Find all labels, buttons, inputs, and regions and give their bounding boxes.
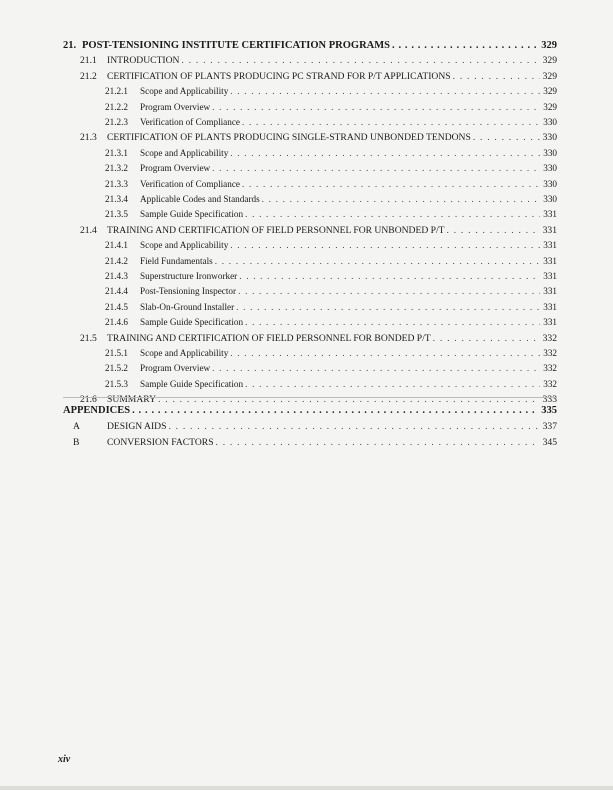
toc-entry-page: 331: [543, 255, 557, 266]
dot-leader: [473, 132, 540, 143]
toc-entry-page: 329: [541, 40, 557, 51]
toc-entry-title: Scope and Applicability: [140, 86, 229, 97]
toc-entry-page: 331: [543, 240, 557, 251]
toc-entry-number: 21.4.4: [105, 286, 128, 297]
toc-entry-number: A: [73, 421, 80, 433]
toc-entry-page: 330: [543, 163, 557, 174]
toc-subsection-entry[interactable]: [105, 117, 557, 127]
toc-section-entry[interactable]: [80, 394, 557, 405]
toc-subsection-entry[interactable]: [105, 194, 557, 204]
dot-leader: [230, 348, 540, 358]
toc-subsection-entry[interactable]: [105, 363, 557, 373]
toc-subsection-entry[interactable]: [105, 271, 557, 281]
toc-subsection-entry[interactable]: [105, 102, 557, 112]
toc-entry-title: Scope and Applicability: [140, 240, 229, 251]
toc-entry-title: Superstructure Ironworker: [140, 271, 238, 281]
toc-entry-page: 330: [543, 178, 557, 189]
toc-entry-number: 21.5: [80, 332, 97, 344]
dot-leader: [212, 102, 540, 112]
toc-entry-title: TRAINING AND CERTIFICATION OF FIELD PERSONNEL FOR UNBONDED P/T: [107, 224, 445, 236]
dot-leader: [158, 394, 540, 405]
toc-entry-page: 331: [542, 224, 557, 236]
toc-entry-title: Scope and Applicability: [140, 348, 229, 358]
toc-entry-title: Verification of Compliance: [140, 178, 241, 189]
toc-entry-page: 345: [542, 437, 557, 449]
dot-leader: [236, 302, 540, 312]
toc-subsection-entry[interactable]: [105, 86, 557, 96]
toc-subsection-entry[interactable]: [105, 302, 557, 312]
dot-leader: [447, 225, 540, 236]
toc-entry-title: CERTIFICATION OF PLANTS PRODUCING PC STRAND FOR P/T APPLICATIONS: [107, 70, 451, 82]
dot-leader: [168, 421, 539, 432]
toc-entry-page: 332: [543, 363, 557, 374]
dot-leader: [230, 240, 540, 250]
toc-entry-number: 21.4.5: [105, 301, 128, 312]
dot-leader: [181, 55, 539, 66]
toc-entry-title: POST-TENSIONING INSTITUTE CERTIFICATION PROGRAMS: [82, 40, 390, 51]
toc-section-entry[interactable]: [80, 132, 557, 143]
toc-entry-page: 329: [543, 101, 557, 112]
dot-leader: [392, 40, 538, 51]
toc-entry-page: 330: [543, 117, 557, 127]
toc-entry-title: DESIGN AIDS: [107, 421, 167, 433]
toc-subsection-entry[interactable]: [105, 240, 557, 250]
dot-leader: [242, 179, 540, 189]
dot-leader: [216, 437, 540, 448]
toc-section-entry[interactable]: [80, 225, 557, 236]
toc-entry-title: SUMMARY: [107, 394, 157, 406]
toc-entry-title: Sample Guide Specification: [140, 378, 244, 389]
toc-entry-number: 21.6: [80, 394, 97, 406]
toc-entry-number: 21.3.5: [105, 209, 128, 220]
toc-entry-page: 331: [543, 209, 557, 220]
toc-entry-title: Program Overview: [140, 363, 211, 374]
toc-entry-page: 329: [542, 70, 557, 82]
toc-entry-page: 330: [543, 194, 557, 204]
toc-entry-title: CONVERSION FACTORS: [107, 437, 214, 449]
toc-entry-page: 329: [542, 55, 557, 67]
toc-entry-number: 21.2.3: [105, 117, 128, 127]
toc-subsection-entry[interactable]: [105, 163, 557, 173]
toc-entry-number: 21.4.2: [105, 255, 128, 266]
toc-entry-number: 21.3.1: [105, 147, 128, 158]
toc-entry-title: Scope and Applicability: [140, 147, 229, 158]
toc-entry-title: Program Overview: [140, 101, 211, 112]
dot-leader: [215, 256, 540, 266]
dot-leader: [239, 271, 540, 281]
dot-leader: [212, 163, 540, 173]
toc-entry-number: 21.5.3: [105, 378, 128, 389]
toc-entry-number: 21.5.1: [105, 348, 128, 358]
toc-entry-number: 21.2.1: [105, 86, 128, 97]
toc-entry-page: 332: [542, 332, 557, 344]
toc-entry-page: 331: [543, 317, 557, 328]
toc-subsection-entry[interactable]: [105, 379, 557, 389]
toc-entry-number: 21.: [63, 40, 77, 51]
dot-leader: [245, 317, 540, 327]
toc-entry-number: 21.3: [80, 132, 97, 144]
dot-leader: [242, 117, 540, 127]
toc-subsection-entry[interactable]: [105, 179, 557, 189]
toc-entry-title: TRAINING AND CERTIFICATION OF FIELD PERSONNEL FOR BONDED P/T: [107, 332, 431, 344]
dot-leader: [245, 379, 540, 389]
toc-entry-number: 21.4.3: [105, 271, 128, 281]
toc-entry-title: Verification of Compliance: [140, 117, 241, 127]
toc-entry-number: 21.4.1: [105, 240, 128, 251]
toc-entry-page: 330: [543, 147, 557, 158]
toc-entry-page: 332: [543, 348, 557, 358]
dot-leader: [132, 405, 538, 416]
toc-entry-number: 21.4: [80, 224, 97, 236]
scan-edge: [0, 786, 613, 790]
toc-section-entry[interactable]: [80, 55, 557, 66]
dot-leader: [453, 71, 540, 82]
toc-entry-title: INTRODUCTION: [107, 55, 180, 67]
toc-entry-title: CERTIFICATION OF PLANTS PRODUCING SINGLE-STRAND UNBONDED TENDONS: [107, 132, 471, 144]
toc-entry-page: 331: [543, 301, 557, 312]
toc-entry-page: 333: [542, 394, 557, 406]
toc-entry-page: 337: [542, 421, 557, 433]
toc-section-entry[interactable]: [73, 421, 557, 432]
toc-entry-title: Sample Guide Specification: [140, 209, 244, 220]
toc-entry-number: 21.2.2: [105, 101, 128, 112]
toc-subsection-entry[interactable]: [105, 286, 557, 296]
toc-entry-number: 21.2: [80, 70, 97, 82]
toc-subsection-entry[interactable]: [105, 348, 557, 358]
toc-entry-page: 331: [543, 271, 557, 281]
dot-leader: [230, 148, 540, 158]
toc-section-entry[interactable]: [80, 333, 557, 344]
toc-entry-title: Post-Tensioning Inspector: [140, 286, 237, 297]
toc-entry-title: Applicable Codes and Standards: [140, 194, 260, 204]
toc-entry-title: Program Overview: [140, 163, 211, 174]
toc-entry-number: B: [73, 437, 80, 449]
toc-entry-number: 21.4.6: [105, 317, 128, 328]
toc-section-entry[interactable]: [80, 71, 557, 82]
toc-entry-title: APPENDICES: [63, 405, 131, 416]
toc-subsection-entry[interactable]: [105, 317, 557, 327]
page-number-footer: xiv: [58, 754, 71, 765]
toc-entry-number: 21.5.2: [105, 363, 128, 374]
toc-subsection-entry[interactable]: [105, 256, 557, 266]
toc-entry-title: Sample Guide Specification: [140, 317, 244, 328]
toc-entry-page: 331: [543, 286, 557, 297]
dot-leader: [238, 286, 540, 296]
dot-leader: [433, 333, 540, 344]
toc-section-entry[interactable]: [73, 437, 557, 448]
toc-entry-page: 329: [543, 86, 557, 97]
dot-leader: [245, 209, 540, 219]
toc-subsection-entry[interactable]: [105, 209, 557, 219]
toc-entry-number: 21.3.4: [105, 194, 128, 204]
toc-entry-title: Field Fundamentals: [140, 255, 213, 266]
toc-subsection-entry[interactable]: [105, 148, 557, 158]
dot-leader: [230, 86, 540, 96]
toc-chapter-entry[interactable]: [63, 405, 557, 416]
toc-entry-number: 21.3.2: [105, 163, 128, 174]
toc-entry-page: 330: [542, 132, 557, 144]
toc-entry-page: 332: [543, 378, 557, 389]
toc-chapter-entry[interactable]: [63, 40, 557, 51]
toc-entry-page: 335: [541, 405, 557, 416]
toc-entry-number: 21.1: [80, 55, 97, 67]
section-divider: [63, 397, 557, 398]
toc-entry-title: Slab-On-Ground Installer: [140, 301, 235, 312]
dot-leader: [262, 194, 541, 204]
dot-leader: [212, 363, 540, 373]
toc-entry-number: 21.3.3: [105, 178, 128, 189]
